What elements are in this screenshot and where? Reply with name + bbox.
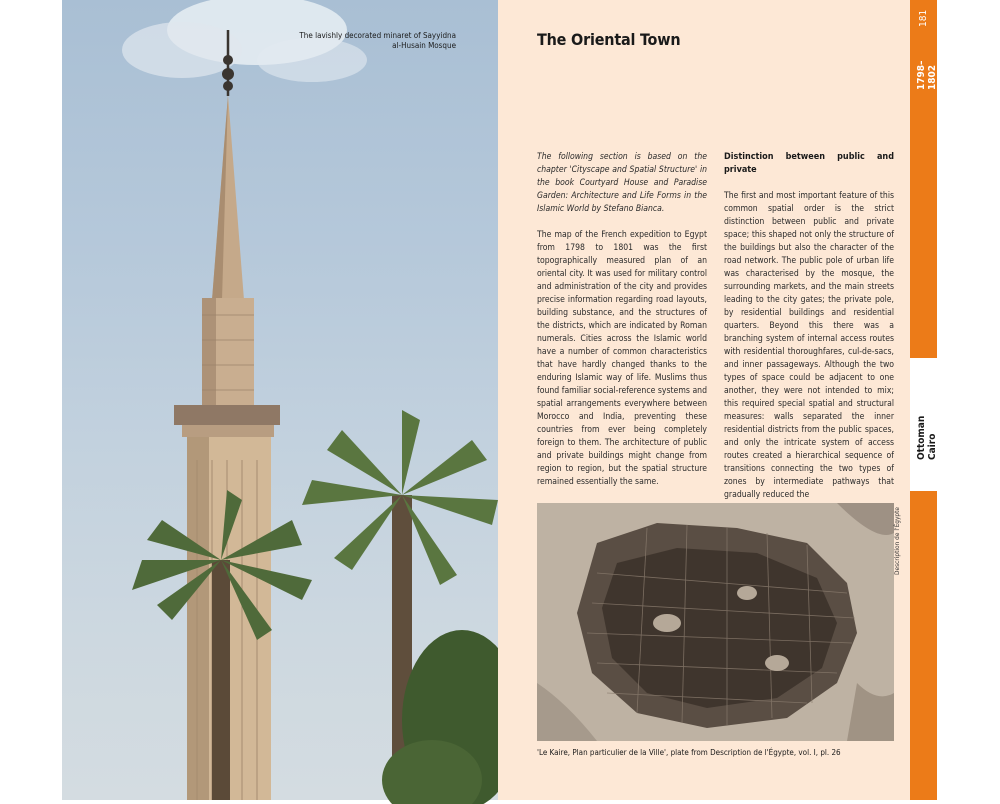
thumb-tab-top [910, 0, 937, 358]
body-paragraph-1: The map of the French expedition to Egypt from 1798 to 1801 was the first topographically measured plan of an oriental city. It was used for military control and administration of the city and provides precise information regarding road layouts, building substance, and the structures of the districts, which are indicated by Roman numerals. Cities across the Islamic world have a number of common characteristics that have hardly changed thanks to the enduring Islamic way of life. Muslims thus found familiar social-reference systems and spatial arrangements everywhere between Morocco and India, preventing these countries from ever being completely foreign to them. The architecture of public and private buildings might change from region to region, but the spatial structure remained essentially the same. [537, 230, 707, 487]
text-column-right [724, 151, 894, 515]
text-column-left [537, 151, 707, 502]
intro-paragraph: The following section is based on the chapter 'Cityscape and Spatial Structure' in the book Courtyard House and Paradise Garden: Architecture and Life Forms in the Islamic World by Stefano Bianca. [537, 152, 707, 214]
period-label: 1798–1802 [916, 60, 938, 90]
right-page [498, 0, 910, 800]
section-heading: Distinction between public and private [724, 152, 894, 175]
photo-caption: The lavishly decorated minaret of Sayyidna al-Husain Mosque [299, 31, 456, 50]
map-caption: 'Le Kaire, Plan particulier de la Ville', plate from Description de l'Égypte, vol. I, pl. 26 [537, 748, 841, 757]
minaret-photo [62, 0, 498, 800]
page-title: The Oriental Town [537, 30, 681, 49]
minaret-illustration [62, 0, 498, 800]
thumb-tab-bottom [910, 491, 937, 800]
chapter-label: Ottoman Cairo [916, 415, 938, 460]
right-page-number: 181 [918, 9, 929, 27]
historic-map [537, 503, 894, 741]
thumb-index [910, 0, 937, 800]
body-paragraph-2: The first and most important feature of this common spatial order is the strict distinction between public and private space; this shaped not only the structure of the buildings but also the character of the road network. The public pole of urban life was characterised by the mosque, the surrounding markets, and the main streets leading to the city gates; the private pole, by residential buildings and residential quarters. Beyond this there was a branching system of internal access routes with residential thoroughfares, cul-de-sacs, and inner passageways. Although the two types of space could be adjacent to one another, they were not intended to mix; this required special spatial and structural measures: walls separated the inner residential districts from the public spaces, and only the intricate system of access routes created a hierarchical sequence of transitions connecting the two types of zones by intermediate pathways that gradually reduced the [724, 191, 894, 500]
left-page [0, 0, 498, 800]
cairo-map-illustration [537, 503, 894, 741]
map-source: Description de l'Égypte [893, 506, 901, 575]
